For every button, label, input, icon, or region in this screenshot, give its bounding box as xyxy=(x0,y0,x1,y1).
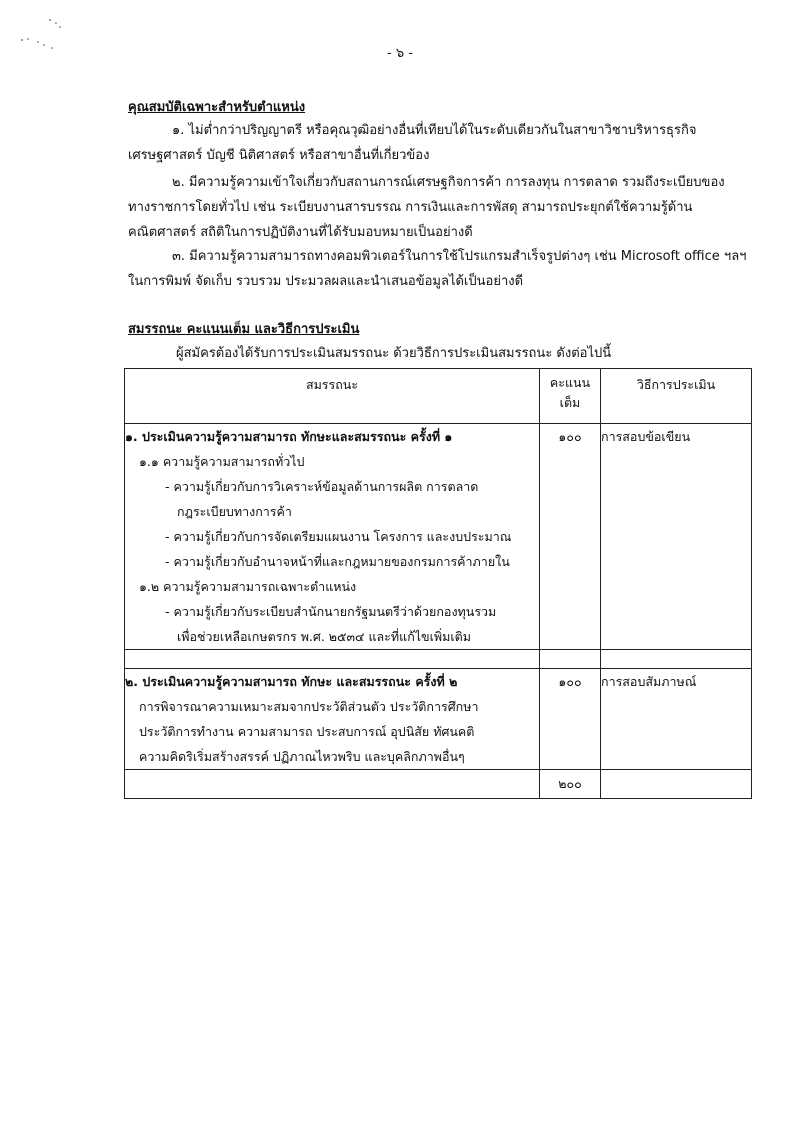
row2-line-2: ประวัติการทำงาน ความสามารถ ประสบการณ์ อุปนิสัย ทัศนคติ xyxy=(139,724,475,739)
row1-method: การสอบข้อเขียน xyxy=(601,424,752,650)
row2-method: การสอบสัมภาษณ์ xyxy=(601,669,752,770)
row1-bullet-1-cont: กฎระเบียบทางการค้า xyxy=(177,504,292,519)
qualification-2-line-3: คณิตศาสตร์ สถิติในการปฏิบัติงานที่ได้รับมอบหมายเป็นอย่างดี xyxy=(128,225,473,240)
row1-competency xyxy=(125,424,540,650)
row2-title: ๒. ประเมินความรู้ความสามารถ ทักษะ และสมรรถนะ ครั้งที่ ๒ xyxy=(125,674,458,689)
row1-score: ๑๐๐ xyxy=(540,424,601,650)
row1-bullet-4-cont: เพื่อช่วยเหลือเกษตรกร พ.ศ. ๒๕๓๔ และที่แก้ไขเพิ่มเติม xyxy=(177,629,471,644)
header-competency: สมรรถนะ xyxy=(125,369,540,424)
table-total-row xyxy=(125,770,752,799)
row1-sub1: ๑.๑ ความรู้ความสามารถทั่วไป xyxy=(139,454,305,469)
page-number: - ๖ - xyxy=(387,46,413,61)
qualification-item-3 xyxy=(128,244,756,294)
qualification-2-line-1: ๒. มีความรู้ความเข้าใจเกี่ยวกับสถานการณ์เศรษฐกิจการค้า การลงทุน การตลาด รวมถึงระเบียบของ xyxy=(172,175,725,190)
qualification-2-line-2: ทางราชการโดยทั่วไป เช่น ระเบียบงานสารบรรณ การเงินและการพัสดุ สามารถประยุกต์ใช้ความรู้ด้าน xyxy=(128,200,693,215)
row1-title: ๑. ประเมินความรู้ความสามารถ ทักษะและสมรรถนะ ครั้งที่ ๑ xyxy=(125,429,453,444)
header-method: วิธีการประเมิน xyxy=(601,369,752,424)
table-row-1 xyxy=(125,424,752,650)
qualification-1-line-2: เศรษฐศาสตร์ บัญชี นิติศาสตร์ หรือสาขาอื่นที่เกี่ยวข้อง xyxy=(128,148,430,163)
row1-bullet-2: - ความรู้เกี่ยวกับการจัดเตรียมแผนงาน โครงการ และงบประมาณ xyxy=(165,529,512,544)
qualification-item-1 xyxy=(128,118,756,168)
header-score-line-2: เต็ม xyxy=(559,395,581,410)
row1-bullet-4: - ความรู้เกี่ยวกับระเบียบสำนักนายกรัฐมนตรีว่าด้วยกองทุนรวม xyxy=(165,604,497,619)
qualification-3-line-1: ๓. มีความรู้ความสามารถทางคอมพิวเตอร์ในการใช้โปรแกรมสำเร็จรูปต่างๆ เช่น Microsoft office ฯลฯ xyxy=(172,249,747,264)
row1-sub2: ๑.๒ ความรู้ความสามารถเฉพาะตำแหน่ง xyxy=(139,579,357,594)
row2-line-3: ความคิดริเริ่มสร้างสรรค์ ปฏิภาณไหวพริบ และบุคลิกภาพอื่นๆ xyxy=(139,749,465,764)
header-score xyxy=(540,369,601,424)
qualification-1-line-1: ๑. ไม่ต่ำกว่าปริญญาตรี หรือคุณวุฒิอย่างอื่นที่เทียบได้ในระดับเดียวกันในสาขาวิชาบริหารธุรกิจ xyxy=(172,123,697,138)
row2-competency xyxy=(125,669,540,770)
qualification-3-line-2: ในการพิมพ์ จัดเก็บ รวบรวม ประมวลผลและนำเสนอข้อมูลได้เป็นอย่างดี xyxy=(128,274,524,289)
row1-bullet-3: - ความรู้เกี่ยวกับอำนาจหน้าที่และกฎหมายของกรมการค้าภายใน xyxy=(165,554,510,569)
row2-line-1: การพิจารณาความเหมาะสมจากประวัติส่วนตัว ประวัติการศึกษา xyxy=(139,699,479,714)
table-row-2 xyxy=(125,669,752,770)
section-heading-qualifications: คุณสมบัติเฉพาะสำหรับตำแหน่ง xyxy=(128,100,306,115)
section-heading-competency: สมรรถนะ คะแนนเต็ม และวิธีการประเมิน xyxy=(128,322,360,337)
row2-score: ๑๐๐ xyxy=(540,669,601,770)
total-score: ๒๐๐ xyxy=(540,770,601,799)
header-score-line-1: คะแนน xyxy=(549,375,591,390)
competency-intro: ผู้สมัครต้องได้รับการประเมินสมรรถนะ ด้วยวิธีการประเมินสมรรถนะ ดังต่อไปนี้ xyxy=(176,346,612,361)
table-header-row xyxy=(125,369,752,424)
table-gap-row xyxy=(125,650,752,669)
row1-bullet-1: - ความรู้เกี่ยวกับการวิเคราะห์ข้อมูลด้านการผลิต การตลาด xyxy=(165,479,479,494)
qualification-item-2 xyxy=(128,170,756,245)
competency-table xyxy=(124,368,752,799)
